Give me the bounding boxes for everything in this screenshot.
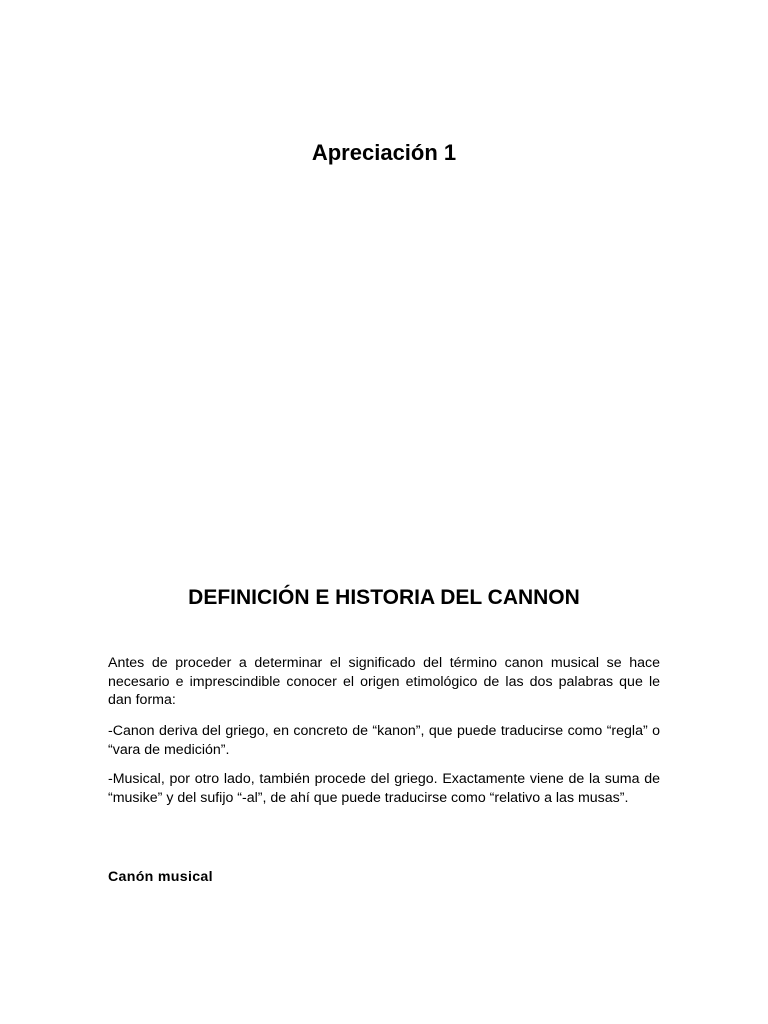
paragraph-canon: -Canon deriva del griego, en concreto de “kanon”, que puede traducirse como “regla” o “vara de medición”. [108, 723, 660, 758]
subheading-canon-musical: Canón musical [108, 869, 213, 885]
document-title: Apreciación 1 [311, 140, 457, 165]
paragraph-musical: -Musical, por otro lado, también procede del griego. Exactamente viene de la suma de “musike” y del sufijo “-al”, de ahí que puede traducirse como “relativo a las musas”. [108, 771, 660, 806]
section-heading: DEFINICIÓN E HISTORIA DEL CANNON [188, 586, 580, 609]
paragraph-intro: Antes de proceder a determinar el significado del término canon musical se hace necesario e imprescindible conocer el origen etimológico de las dos palabras que le dan forma: [108, 655, 660, 708]
